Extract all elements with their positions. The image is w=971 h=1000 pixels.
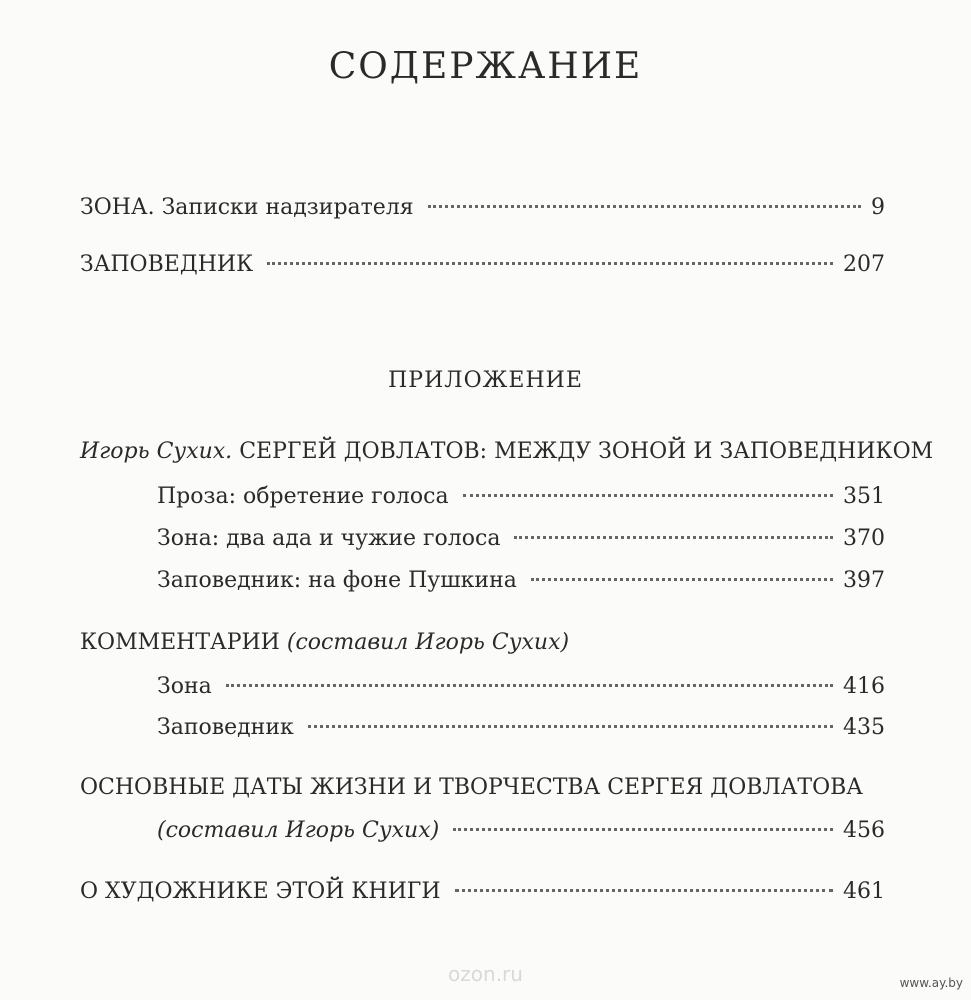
dot-leader	[267, 261, 833, 265]
essay-author: Игорь Сухих.	[80, 439, 233, 464]
toc-entry-zona	[80, 193, 885, 223]
toc-entry-label: Заповедник	[157, 715, 294, 740]
dot-leader	[531, 577, 833, 581]
toc-subentry	[157, 672, 885, 702]
toc-entry-page: 207	[843, 252, 885, 277]
toc-subentry	[157, 482, 885, 512]
dot-leader	[455, 888, 833, 892]
toc-entry-page: 370	[843, 526, 885, 551]
toc-entry-page: 416	[843, 674, 885, 699]
watermark-corner: www.ay.by	[899, 976, 963, 990]
toc-subentry	[157, 713, 885, 743]
toc-entry-page: 456	[843, 818, 885, 843]
toc-entry-label: Заповедник: на фоне Пушкина	[157, 568, 517, 593]
toc-entry-label: О ХУДОЖНИКЕ ЭТОЙ КНИГИ	[80, 879, 441, 904]
dot-leader	[514, 535, 833, 539]
toc-subentry-dates	[157, 816, 885, 846]
comments-heading	[80, 628, 569, 658]
dates-heading: ОСНОВНЫЕ ДАТЫ ЖИЗНИ И ТВОРЧЕСТВА СЕРГЕЯ ДОВЛАТОВА	[80, 775, 863, 800]
toc-subentry	[157, 566, 885, 596]
watermark-ozon: ozon.ru	[448, 962, 523, 986]
essay-heading	[80, 437, 933, 467]
toc-entry-page: 9	[871, 195, 885, 220]
toc-entry-page: 397	[843, 568, 885, 593]
comments-title: КОММЕНТАРИИ	[80, 630, 280, 655]
toc-entry-label: Зона: два ада и чужие голоса	[157, 526, 501, 551]
toc-entry-label: Проза: обретение голоса	[157, 484, 449, 509]
toc-entry-zapovednik	[80, 250, 885, 280]
page-title: СОДЕРЖАНИЕ	[328, 46, 643, 87]
appendix-heading: ПРИЛОЖЕНИЕ	[388, 368, 583, 393]
dot-leader	[428, 204, 861, 208]
toc-entry-label: ЗОНА. Записки надзирателя	[80, 195, 414, 220]
toc-entry-label: Зона	[157, 674, 212, 699]
toc-subentry	[157, 524, 885, 554]
toc-entry-page: 461	[843, 879, 885, 904]
toc-entry-page: 351	[843, 484, 885, 509]
essay-title: СЕРГЕЙ ДОВЛАТОВ: МЕЖДУ ЗОНОЙ И ЗАПОВЕДНИКОМ	[239, 439, 934, 464]
dot-leader	[453, 827, 833, 831]
dot-leader	[226, 683, 833, 687]
dot-leader	[308, 724, 833, 728]
dates-note: (составил Игорь Сухих)	[157, 818, 440, 843]
toc-entry-label: ЗАПОВЕДНИК	[80, 252, 254, 277]
dot-leader	[463, 493, 833, 497]
comments-note: (составил Игорь Сухих)	[286, 630, 570, 655]
toc-entry-artist	[80, 877, 885, 907]
toc-entry-page: 435	[843, 715, 885, 740]
